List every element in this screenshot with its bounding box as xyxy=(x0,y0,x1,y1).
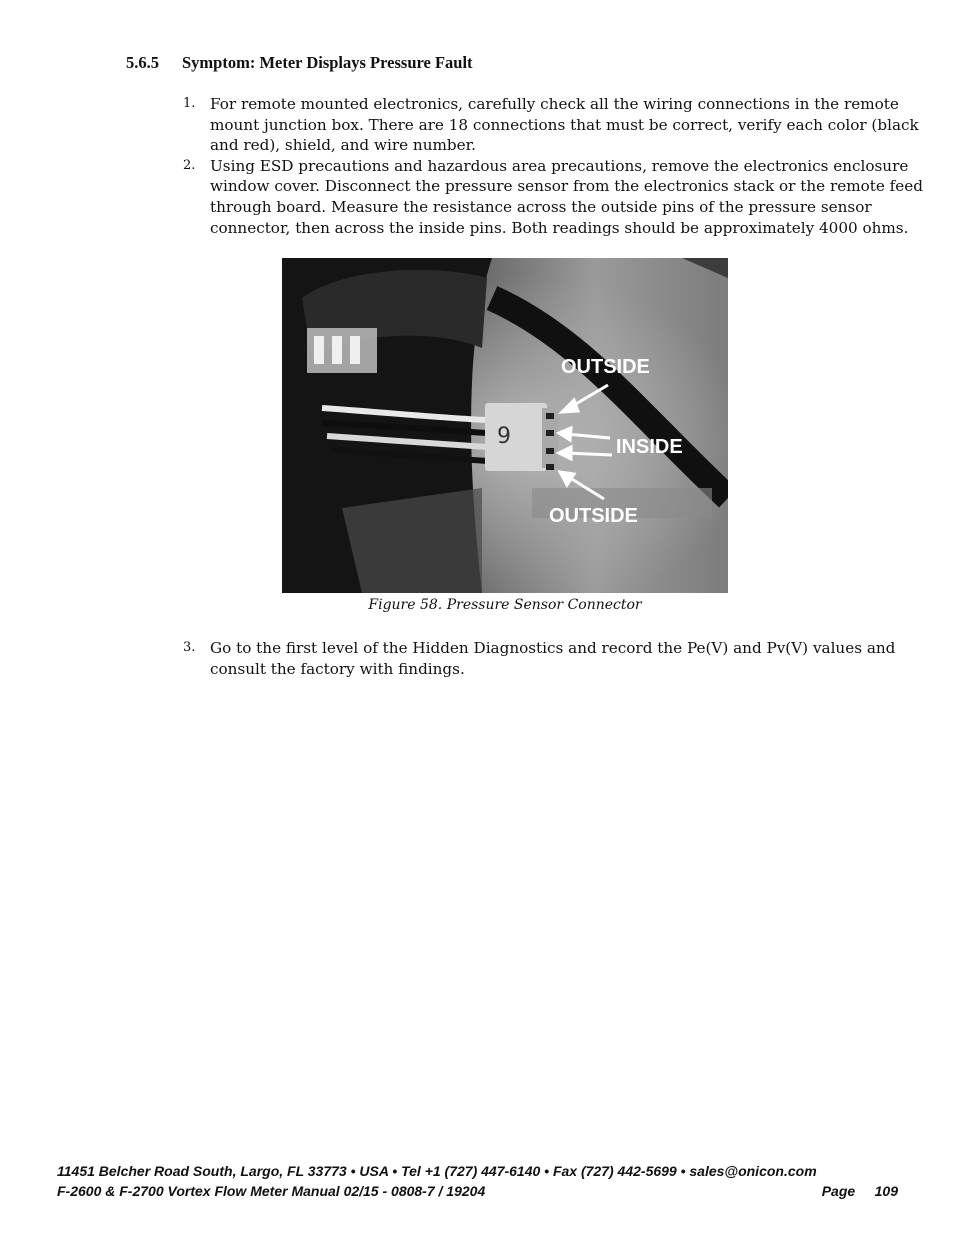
svg-text:9: 9 xyxy=(497,424,511,449)
step-text: For remote mounted electronics, carefully check all the wiring connections in the remote mount junction box. There are 18 connections that must be correct, verify each color (black and red), shield, and wire number. xyxy=(210,95,919,155)
section-heading xyxy=(126,53,473,73)
step-list-top xyxy=(183,94,928,238)
photo-illustration xyxy=(282,258,728,593)
list-item xyxy=(183,94,928,156)
step-number: 2. xyxy=(183,157,196,173)
step-text: Using ESD precautions and hazardous area precautions, remove the electronics enclosure window cover. Disconnect the pressure sensor from the electronics stack or the remote feed through board. Measure the resistance across the outside pins of the pressure sensor connector, then across the inside pins. Both readings should be approximately 4000 ohms. xyxy=(210,156,923,237)
step-text: Go to the first level of the Hidden Diagnostics and record the Pe(V) and Pv(V) values and consult the factory with findings. xyxy=(210,639,896,678)
pressure-sensor-photo xyxy=(282,258,728,593)
label-outside-bottom: OUTSIDE xyxy=(549,505,638,527)
list-item xyxy=(183,156,928,238)
footer-manual: F-2600 & F-2700 Vortex Flow Meter Manual 02/15 - 0808-7 / 19204 xyxy=(57,1183,486,1199)
label-inside: INSIDE xyxy=(616,436,683,458)
page-indicator xyxy=(822,1183,898,1199)
section-title: Symptom: Meter Displays Pressure Fault xyxy=(182,53,473,72)
figure-caption: Figure 58. Pressure Sensor Connector xyxy=(368,597,642,613)
step-number: 3. xyxy=(183,640,196,655)
step-number: 1. xyxy=(183,96,196,111)
step-list-bottom xyxy=(183,638,928,679)
label-outside-top: OUTSIDE xyxy=(561,356,650,378)
section-number: 5.6.5 xyxy=(126,53,159,72)
page-label: Page xyxy=(821,1183,856,1199)
footer-manual-line xyxy=(57,1183,898,1199)
footer-address: 11451 Belcher Road South, Largo, FL 33773 • USA • Tel +1 (727) 447-6140 • Fax (727) 442-5699 • sales@onicon.com xyxy=(57,1163,817,1179)
list-item xyxy=(183,638,928,679)
page-number: 109 xyxy=(874,1183,898,1199)
